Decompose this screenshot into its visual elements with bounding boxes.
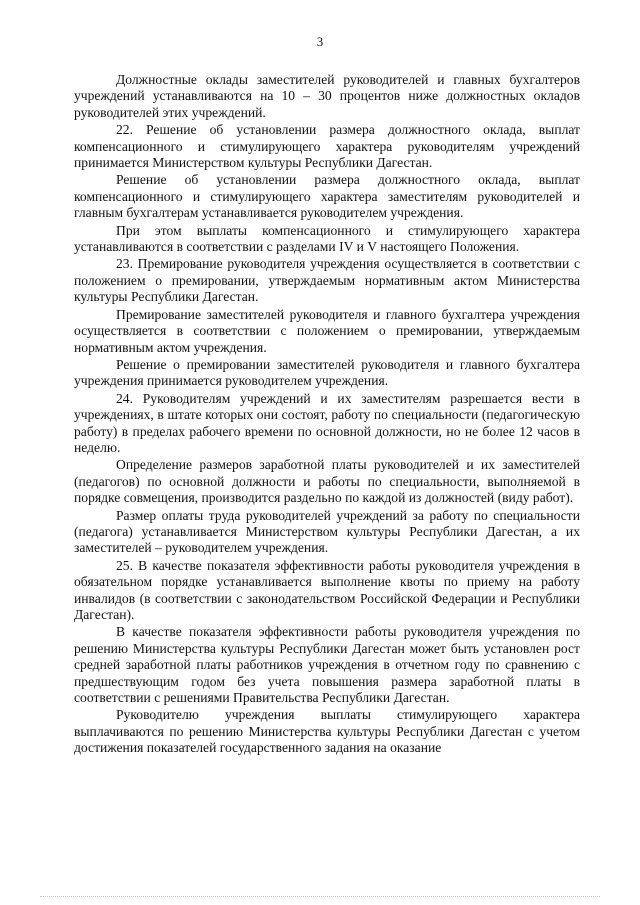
- paragraph-payments-sections: При этом выплаты компенсационного и стимулирующего характера устанавливаются в соответствии с разделами IV и V настоящего Положения.: [74, 222, 580, 255]
- paragraph-24-specialty-work: 24. Руководителям учреждений и их заместителям разрешается вести в учреждениях, в штате которых они состоят, работу по специальности (педагогическую работу) в пределах рабочего времени по основной должности, но не более 12 часов в неделю.: [74, 390, 580, 455]
- page-number: 3: [316, 34, 324, 49]
- paragraph-specialty-pay: Размер оплаты труда руководителей учреждений за работу по специальности (педагога) устанавливается Министерством культуры Республики Дагестан, а их заместителей – руководителем учреждения.: [74, 507, 580, 556]
- paragraph-deputy-salaries: Должностные оклады заместителей руководителей и главных бухгалтеров учреждений устанавливаются на 10 – 30 процентов ниже должностных окладов руководителей этих учреждений.: [74, 72, 580, 120]
- paragraph-deputy-decision: Решение об установлении размера должностного оклада, выплат компенсационного и стимулирующего характера заместителям руководителей и главным бухгалтерам устанавливается руководителем учреждения.: [74, 172, 580, 221]
- paragraph-incentive-payments: Руководителю учреждения выплаты стимулирующего характера выплачиваются по решению Министерства культуры Республики Дагестан с учетом достижения показателей государственного задания на оказание: [74, 707, 580, 756]
- paragraph-salary-determination: Определение размеров заработной платы руководителей и их заместителей (педагогов) по основной должности и работы по специальности, выполняемой в порядке совмещения, производится раздельно по каждой из должностей (виду работ).: [74, 457, 580, 506]
- paragraph-deputy-bonus: Премирование заместителей руководителя и главного бухгалтера учреждения осуществляется в соответствии с положением о премировании, утверждаемым нормативным актом учреждения.: [74, 306, 580, 355]
- paragraph-23-bonus: 23. Премирование руководителя учреждения осуществляется в соответствии с положением о премировании, утверждаемым нормативным актом Министерства культуры Республики Дагестан.: [74, 256, 580, 305]
- document-body: [74, 72, 580, 758]
- scan-artifact-line: [40, 896, 600, 898]
- paragraph-22-decision: 22. Решение об установлении размера должностного оклада, выплат компенсационного и стимулирующего характера руководителям учреждений принимается Министерством культуры Республики Дагестан.: [74, 122, 580, 171]
- paragraph-efficiency-growth: В качестве показателя эффективности работы руководителя учреждения по решению Министерства культуры Республики Дагестан может быть установлен рост средней заработной платы работников учреждения в отчетном году по сравнению с предшествующим годом без учета повышения размера заработной платы в соответствии с решениями Правительства Республики Дагестан.: [74, 624, 580, 706]
- paragraph-bonus-decision: Решение о премировании заместителей руководителя и главного бухгалтера учреждения принимается руководителем учреждения.: [74, 356, 580, 389]
- paragraph-25-efficiency: 25. В качестве показателя эффективности работы руководителя учреждения в обязательном порядке устанавливается выполнение квоты по приему на работу инвалидов (в соответствии с законодательством Российской Федерации и Республики Дагестан).: [74, 557, 580, 622]
